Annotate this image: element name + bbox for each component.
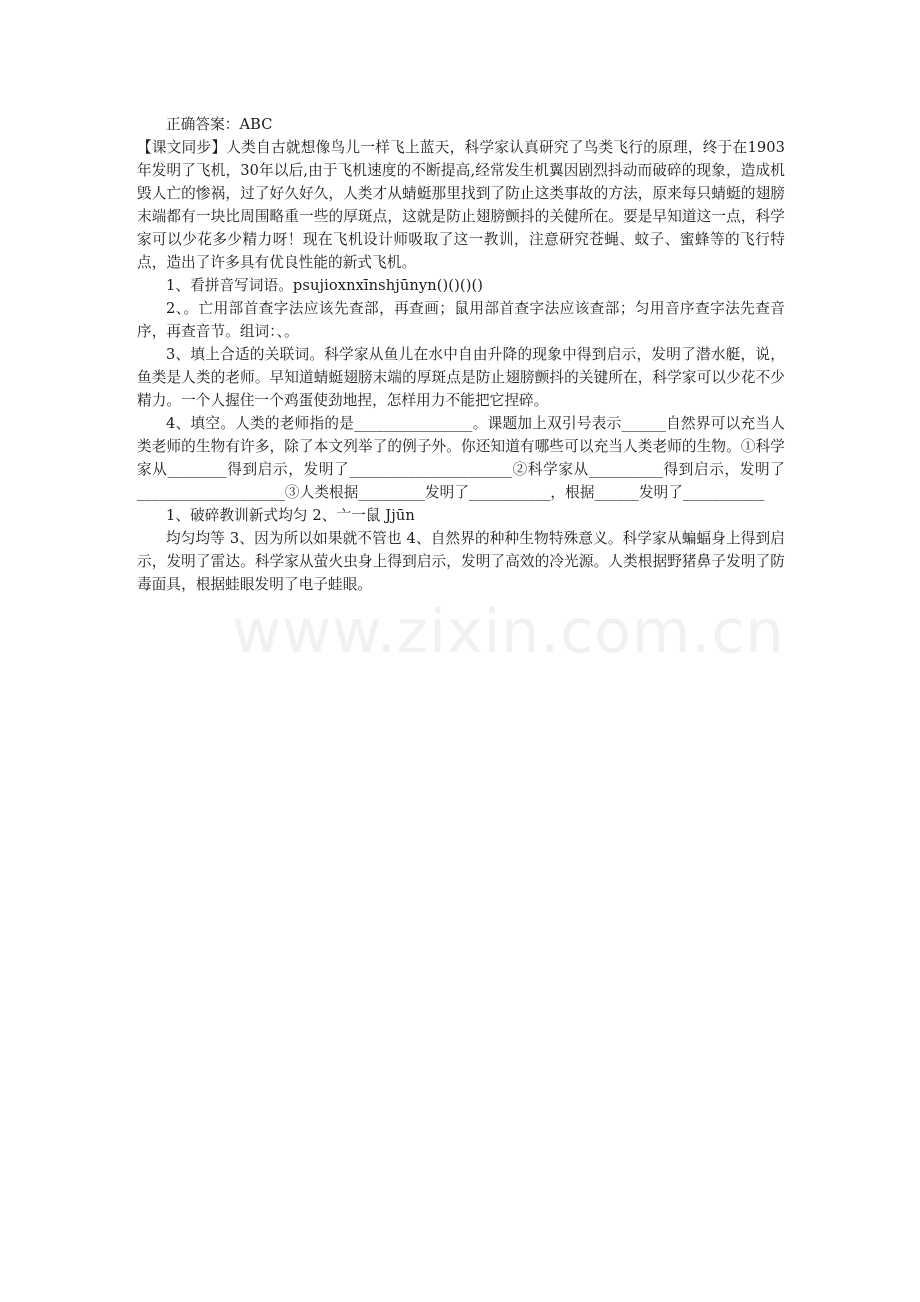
answer-key-2: 均匀均等 3、因为所以如果就不管也 4、自然界的种种生物特殊意义。科学家从蝙蝠身上得到启示，发明了雷达。科学家从萤火虫身上得到启示，发明了高效的冷光源。人类根据野猪鼻子发明了防毒面具，根据蛙眼发明了电子蛙眼。 bbox=[137, 530, 785, 593]
passage-paragraph: 【课文同步】人类自古就想像鸟儿一样飞上蓝天，科学家认真研究了鸟类飞行的原理，终于在1903年发明了飞机，30年以后,由于飞机速度的不断提高,经常发生机翼因剧烈抖动而破碎的现象，造成机毁人亡的惨祸，过了好久好久，人类才从蜻蜓那里找到了防止这类事故的方法，原来每只蜻蜓的翅膀末端都有一块比周围略重一些的厚斑点，这就是防止翅膀颤抖的关健所在。要是早知道这一点，科学家可以少花多少精力呀！现在飞机设计师吸取了这一教训，注意研究苍蝇、蚊子、蜜蜂等的飞行特点，造出了许多具有优良性能的新式飞机。 bbox=[137, 139, 785, 271]
answer-key-1: 1、破碎教训新式均匀 2、亠一鼠 Jjūn bbox=[166, 507, 415, 524]
question-3: 3、填上合适的关联词。科学家从鱼儿在水中自由升降的现象中得到启示，发明了潜水艇，说，鱼类是人类的老师。早知道蜻蜓翅膀末端的厚斑点是防止翅膀颤抖的关键所在，科学家可以少花不少精力。一个人握住一个鸡蛋使劲地捏，怎样用力不能把它捏碎。 bbox=[137, 346, 785, 409]
document-body bbox=[137, 113, 785, 596]
question-1: 1、看拼音写词语。psujioxnxīnshjūnyn()()()() bbox=[166, 277, 484, 294]
question-4: 4、填空。人类的老师指的是________________。课题加上双引号表示______自然界可以充当人类老师的生物有许多，除了本文列举了的例子外。你还知道有哪些可以充当人类老师的生物。①科学家从________得到启示，发明了______________________②科学家从__________得到启示，发明了____________________③人类根据_________发明了___________，根据______发明了___________ bbox=[137, 415, 785, 501]
answer-line: 正确答案：ABC bbox=[166, 116, 273, 133]
watermark: www.zixin.com.cn bbox=[232, 597, 785, 667]
question-2: 2、。亡用部首查字法应该先查部，再查画；鼠用部首查字法应该查部；匀用音序查字法先查音序，再查音节。组词：、。 bbox=[137, 300, 785, 340]
